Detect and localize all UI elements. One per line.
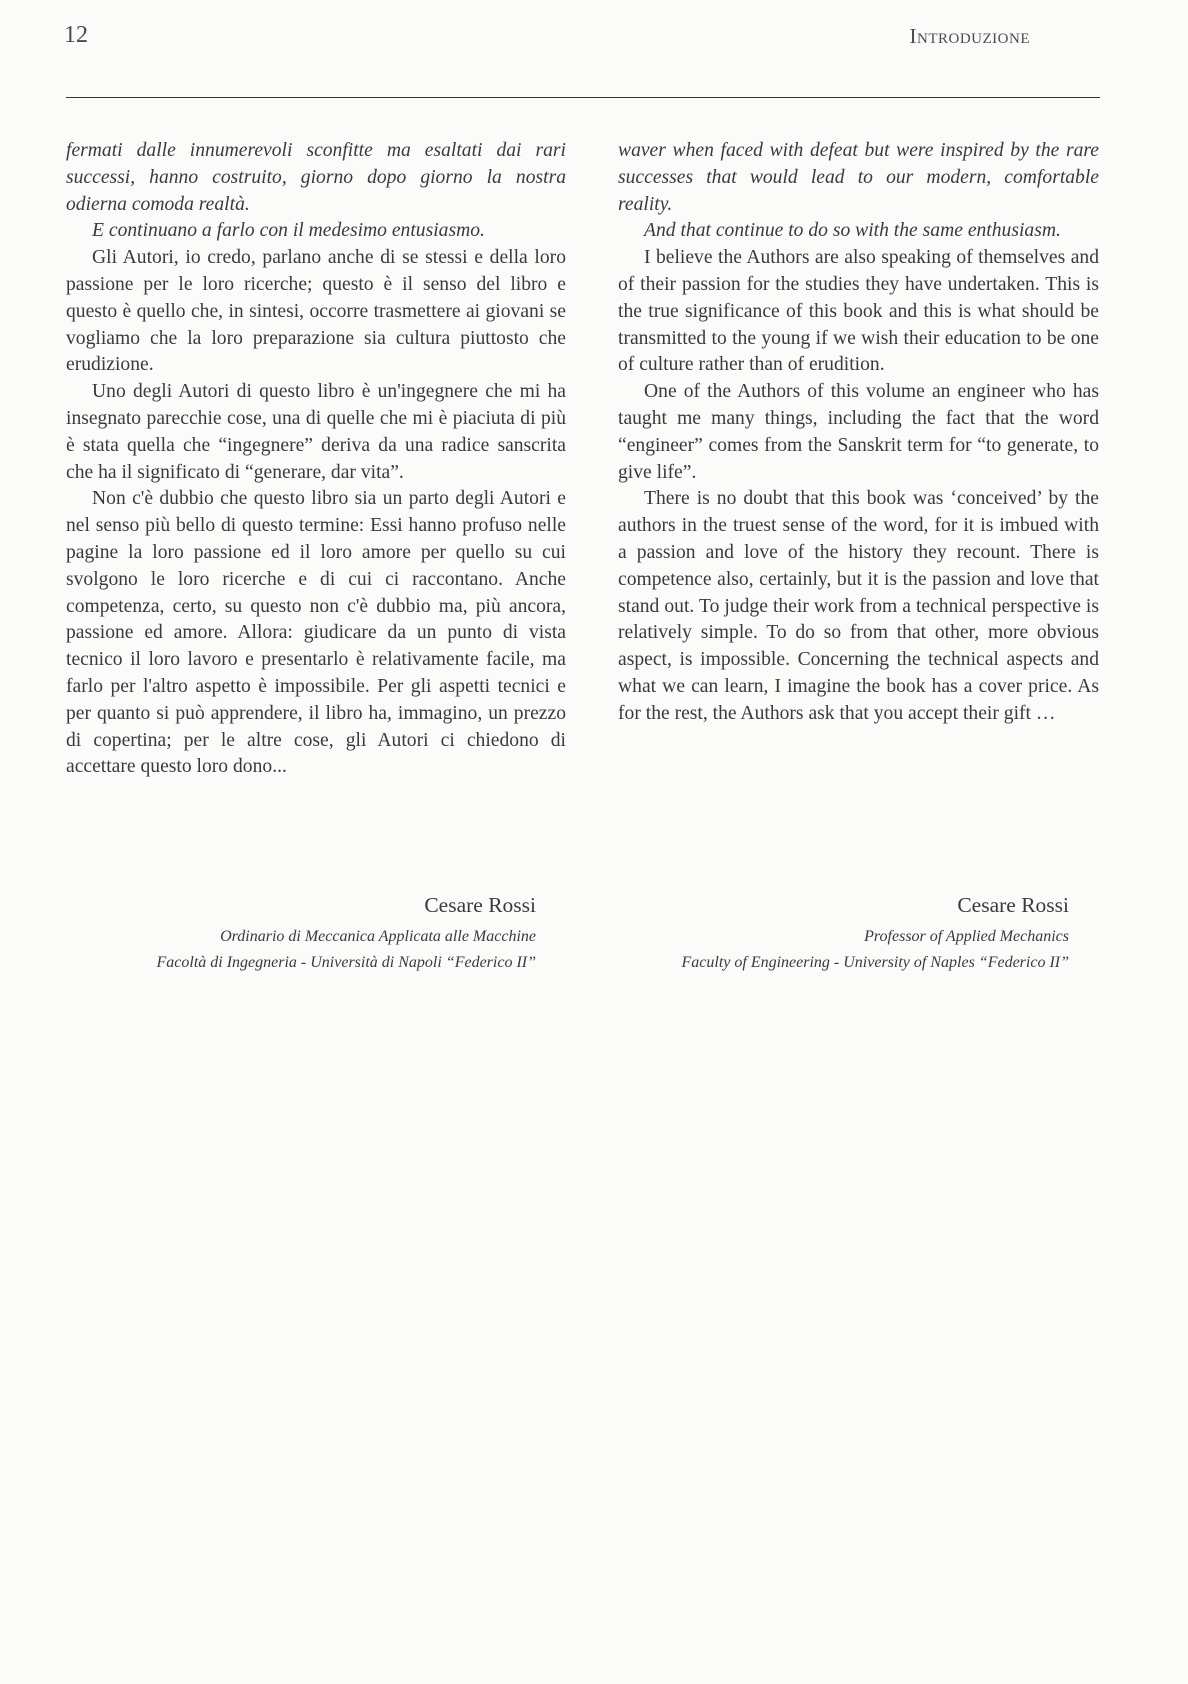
running-head: Introduzione bbox=[909, 24, 1030, 48]
paragraph-italian-5: Non c'è dubbio che questo libro sia un parto degli Autori e nel senso più bello di questo termine: Essi hanno profuso nelle pagine la loro passione ed il loro amore per quello su cui svolgono le loro ricerche e di cui ci raccontano. Anche competenza, certo, su questo non c'è dubbio ma, più ancora, passione ed amore. Allora: giudicare da un punto di vista tecnico il loro lavoro e presentarlo è relativamente facile, ma farlo per l'altro aspetto è impossibile. Per gli aspetti tecnici e per quanto si può apprendere, il libro ha, immagino, un prezzo di copertina; per le altre cose, gli Autori ci chiedono di accettare questo loro dono... bbox=[66, 488, 566, 778]
signature-name: Cesare Rossi bbox=[424, 893, 536, 917]
signature-english bbox=[618, 890, 1069, 976]
italian-column bbox=[66, 138, 566, 781]
paragraph-english-5: There is no doubt that this book was ‘conceived’ by the authors in the truest sense of the word, for it is imbued with a passion and love of the history they recount. There is competence also, certainly, but it is the passion and love that stand out. To judge their work from a technical perspective is relatively simple. To do so from that other, more obvious aspect, is impossible. Concerning the technical aspects and what we can learn, I imagine the book has a cover price. As for the rest, the Authors ask that you accept their gift … bbox=[618, 488, 1099, 724]
signature-affiliation: Faculty of Engineering - University of Naples “Federico II” bbox=[681, 954, 1069, 971]
paragraph-italian-4: Uno degli Autori di questo libro è un'ingegnere che mi ha insegnato parecchie cose, una di quelle che mi è piaciuta di più è stata quella che “ingegnere” deriva da una radice sanscrita che ha il significato di “generare, dar vita”. bbox=[66, 381, 566, 483]
paragraph-italian-2: E continuano a farlo con il medesimo entusiasmo. bbox=[92, 220, 485, 242]
paragraph-italian-1: fermati dalle innumerevoli sconfitte ma esaltati dai rari successi, hanno costruito, giorno dopo giorno la nostra odierna comoda realtà. bbox=[66, 140, 566, 215]
signature-italian bbox=[66, 890, 536, 976]
signature-role: Professor of Applied Mechanics bbox=[864, 928, 1069, 945]
header-rule bbox=[66, 97, 1100, 98]
signature-role: Ordinario di Meccanica Applicata alle Macchine bbox=[220, 928, 536, 945]
paragraph-english-2: And that continue to do so with the same enthusiasm. bbox=[644, 220, 1061, 242]
english-column bbox=[618, 138, 1099, 728]
signature-name: Cesare Rossi bbox=[957, 893, 1069, 917]
paragraph-english-1: waver when faced with defeat but were inspired by the rare successes that would lead to our modern, comfortable reality. bbox=[618, 140, 1099, 215]
paragraph-english-3: I believe the Authors are also speaking of themselves and of their passion for the studies they have undertaken. This is the true significance of this book and this is what should be transmitted to the young if we wish their education to be one of culture rather than of erudition. bbox=[618, 247, 1099, 376]
paragraph-english-4: One of the Authors of this volume an engineer who has taught me many things, including the fact that the word “engineer” comes from the Sanskrit term for “to generate, to give life”. bbox=[618, 381, 1099, 483]
signature-affiliation: Facoltà di Ingegneria - Università di Napoli “Federico II” bbox=[156, 954, 536, 971]
paragraph-italian-3: Gli Autori, io credo, parlano anche di se stessi e della loro passione per le loro ricerche; questo è il senso del libro e questo è quello che, in sintesi, occorre trasmettere ai giovani se vogliamo che la loro preparazione sia cultura piuttosto che erudizione. bbox=[66, 247, 566, 376]
page-number: 12 bbox=[64, 22, 88, 48]
